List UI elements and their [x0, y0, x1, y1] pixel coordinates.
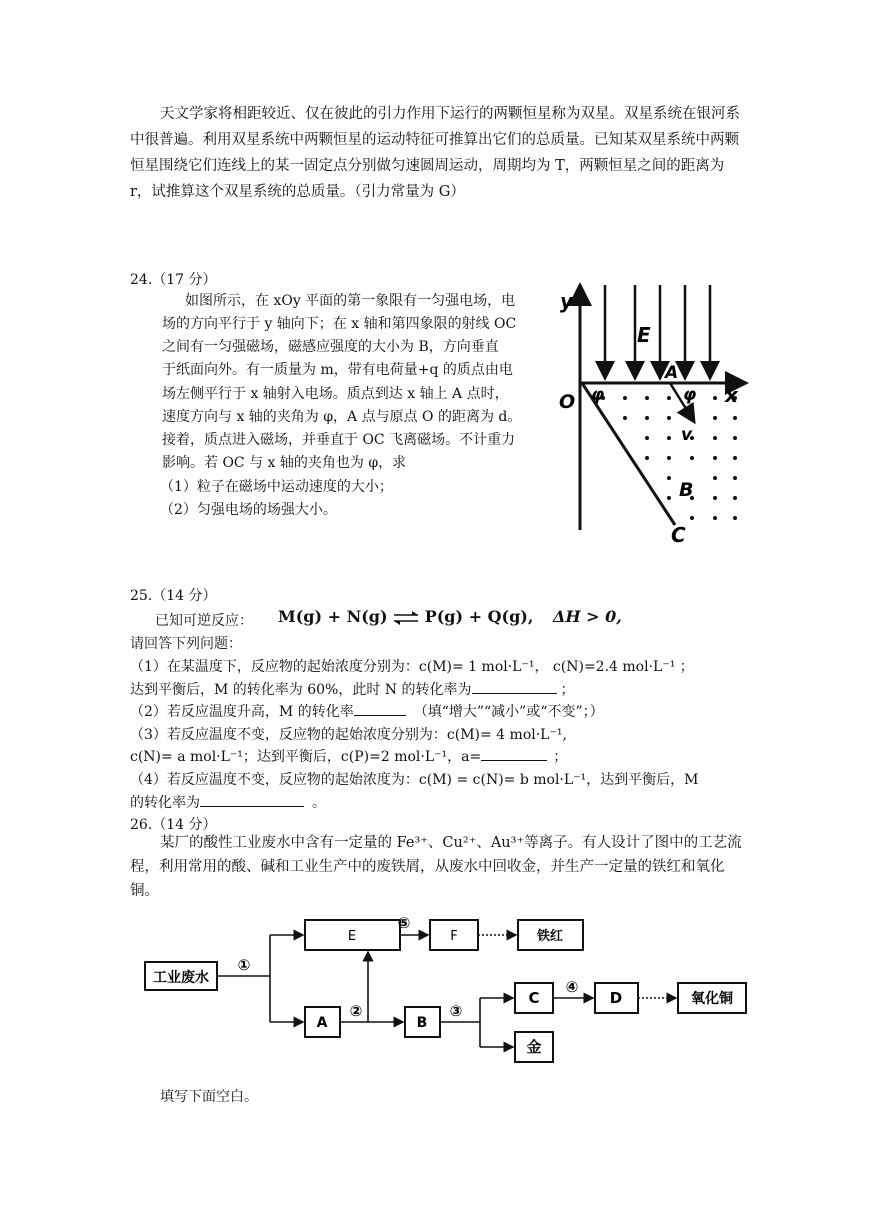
answer-blank-3[interactable]	[481, 746, 547, 761]
step-3-label: ③	[449, 1002, 463, 1020]
step-4-label: ④	[565, 978, 579, 996]
equilibrium-arrow-icon	[393, 611, 419, 625]
q25-part4b-end: 。	[312, 795, 326, 811]
label-b: B	[679, 479, 694, 501]
q25-equation	[278, 607, 622, 626]
binary-star-paragraph	[130, 101, 750, 205]
e-field-lines	[605, 285, 710, 376]
q25-part3b-end: ；	[553, 749, 568, 765]
label-origin: O	[559, 391, 576, 413]
q24-line: 场左侧平行于 x 轴射入电场。质点到达 x 轴上 A 点时，	[162, 386, 509, 402]
step-1-label: ①	[237, 956, 251, 974]
q25-part1b-text: 达到平衡后，M 的转化率为 60%，此时 N 的转化率为	[130, 682, 472, 698]
flow-f-label: F	[450, 929, 458, 944]
flow-gold-label: 金	[526, 1038, 542, 1056]
answer-blank-4[interactable]	[200, 792, 304, 807]
label-phi-a: φ	[683, 385, 697, 405]
q26-text: 某厂的酸性工业废水中含有一定量的 Fe³⁺、Cu²⁺、Au³⁺等离子。有人设计了图中的工艺流程，利用常用的酸、碱和工业生产中的废铁屑，从废水中回收金，并生产一定量的铁红和氧化铜。	[130, 835, 742, 899]
q25-part4b	[130, 792, 326, 812]
flow-cuo-label: 氧化铜	[691, 991, 733, 1007]
label-e: E	[637, 323, 651, 347]
q25-part1b	[130, 679, 575, 699]
q26-heading: 26.（14 分）	[130, 817, 217, 833]
q26-fill-prompt: 填写下面空白。	[160, 1089, 258, 1105]
q24-line: （2）匀强电场的场强大小。	[160, 502, 337, 518]
b-field-dots	[601, 396, 737, 520]
q24-line: 之间有一匀强磁场，磁感应强度的大小为 B，方向垂直	[162, 339, 499, 355]
q25-part2-text: （2）若反应温度升高，M 的转化率	[130, 704, 354, 720]
q24-line: 如图所示，在 xOy 平面的第一象限有一匀强电场，电	[185, 293, 516, 309]
label-c: C	[671, 523, 686, 545]
equation-left: M(g) + N(g)	[278, 607, 388, 626]
q24-line: （1）粒子在磁场中运动速度的大小；	[160, 479, 393, 495]
answer-blank-1[interactable]	[472, 679, 557, 694]
step-2-label: ②	[349, 1002, 363, 1020]
q25-heading: 25.（14 分）	[130, 588, 217, 604]
flow-source-label: 工业废水	[153, 970, 209, 986]
q24-line: 场的方向平行于 y 轴向下；在 x 轴和第四象限的射线 OC	[162, 316, 517, 332]
q25-part4a: （4）若反应温度不变，反应物的起始浓度为：c(M) = c(N)= b mol·L⁻¹，达到平衡后，M	[130, 772, 699, 788]
equation-right: P(g) + Q(g),	[424, 607, 534, 626]
q24-field-diagram	[555, 280, 755, 545]
q24-line: 速度方向与 x 轴的夹角为 φ，A 点与原点 O 的距离为 d。	[162, 409, 522, 425]
q25-intro: 已知可逆反应：	[155, 613, 253, 629]
step-5-label: ⑤	[397, 914, 411, 932]
q24-line: 影响。若 OC 与 x 轴的夹角也为 φ，求	[162, 455, 407, 471]
q25-part3b-text: c(N)= a mol·L⁻¹；达到平衡后，c(P)=2 mol·L⁻¹，a=	[130, 749, 482, 765]
flow-d-label: D	[609, 989, 623, 1007]
q25-part4b-text: 的转化率为	[130, 795, 200, 811]
flow-a-label: A	[316, 1015, 328, 1031]
q25-part2-hint: （填“增大”“减小”或“不变”；）	[413, 704, 604, 720]
q24-line: 接着，质点进入磁场，并垂直于 OC 飞离磁场。不计重力	[162, 432, 516, 448]
q25-part3a: （3）若反应温度不变，反应物的起始浓度分别为：c(M)= 4 mol·L⁻¹,	[130, 727, 567, 743]
label-phi-origin: φ	[591, 385, 605, 405]
delta-h: ΔH > 0,	[553, 607, 622, 626]
q25-part1b-end: ；	[560, 682, 575, 698]
flow-e-label: E	[347, 929, 357, 944]
q26-paragraph	[130, 831, 750, 903]
q25-part3b	[130, 746, 567, 766]
flow-b-label: B	[416, 1015, 428, 1031]
q24-heading: 24.（17 分）	[130, 272, 217, 288]
q25-part1a: （1）在某温度下，反应物的起始浓度分别为：c(M)= 1 mol·L⁻¹， c(N)=2.4 mol·L⁻¹ ；	[130, 659, 694, 675]
flow-tiehong-label: 铁红	[536, 929, 564, 944]
answer-blank-2[interactable]	[354, 701, 406, 716]
q25-prompt: 请回答下列问题：	[130, 636, 242, 652]
binary-star-text: 天文学家将相距较近、仅在彼此的引力作用下运行的两颗恒星称为双星。双星系统在银河系中很普遍。利用双星系统中两颗恒星的运动特征可推算出它们的总质量。已知某双星系统中两颗恒星围绕它们连线上的某一固定点分别做匀速圆周运动，周期均为 T，两颗恒星之间的距离为 r，试推算这个双星系统的总质量。（引力常量为 G）	[130, 106, 740, 200]
label-y: y	[560, 289, 574, 313]
process-flow-diagram	[140, 910, 780, 1070]
label-v: v	[681, 425, 693, 445]
label-x: x	[725, 383, 738, 407]
label-a: A	[665, 363, 679, 383]
q24-line: 于纸面向外。有一质量为 m，带有电荷量+q 的质点由电	[162, 362, 513, 378]
flow-c-label: C	[528, 989, 540, 1007]
q25-part2	[130, 701, 604, 721]
